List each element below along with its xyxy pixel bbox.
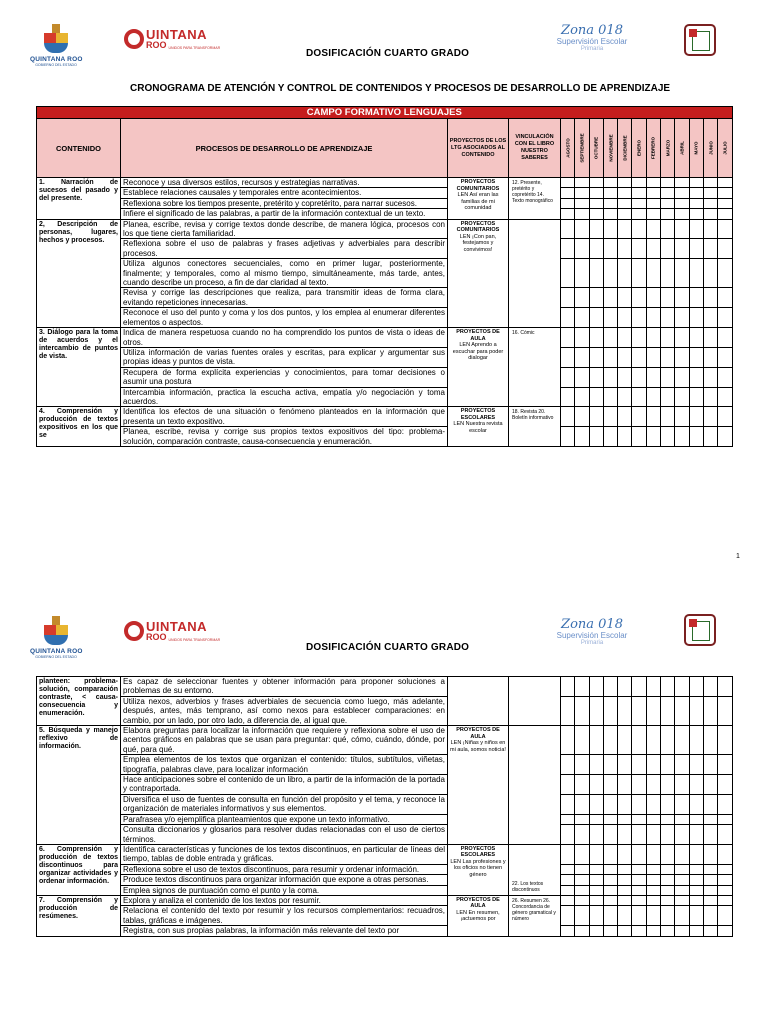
table-row xyxy=(37,895,733,905)
table-row xyxy=(37,814,733,824)
vinculacion-cell: 18. Revista 20. Boletín informativo xyxy=(509,407,561,447)
proyecto-type: PROYECTOS ESCOLARES xyxy=(460,408,496,421)
proceso-cell: Parafrasea y/o ejemplifica planteamientos que expone un texto informativo. xyxy=(121,814,448,824)
proyecto-cell xyxy=(448,219,509,327)
vinculacion-cell xyxy=(509,726,561,845)
proyecto-cell xyxy=(448,328,509,407)
proceso-cell: Intercambia información, practica la escucha activa, empatía y/o negociación y toma acuerdos. xyxy=(121,387,448,407)
coat-of-arms-icon xyxy=(41,616,71,646)
brand-word-2: ROO xyxy=(146,40,167,50)
vinculacion-cell xyxy=(509,219,561,327)
table-row xyxy=(37,288,733,308)
table-row xyxy=(37,775,733,795)
table-row xyxy=(37,308,733,328)
header-month: DICIEMBRE xyxy=(618,119,632,178)
table-row xyxy=(37,347,733,367)
header-month: ENERO xyxy=(632,119,646,178)
proceso-cell: Planea, escribe, revisa y corrige sus propios textos expositivos del tipo: problema-solución, comparación contraste, causa-consecuencia y enumeración. xyxy=(121,427,448,447)
table-row xyxy=(37,367,733,387)
brand-q-icon xyxy=(124,29,144,49)
proceso-cell: Diversifica el uso de fuentes de consulta en función del propósito y el tema, y reconoce la organización de materiales informativos y sus elementos. xyxy=(121,794,448,814)
dosificacion-table-page-1 xyxy=(36,106,733,447)
state-logo-subcaption: GOBIERNO DEL ESTADO xyxy=(35,655,77,659)
header-month: MAYO xyxy=(689,119,703,178)
document-title: DOSIFICACIÓN CUARTO GRADO xyxy=(306,48,470,59)
zona-line-1: Zona 018 xyxy=(561,617,623,632)
proyecto-type: PROYECTOS DE AULA xyxy=(456,896,500,910)
table-row xyxy=(37,209,733,219)
coat-of-arms-icon xyxy=(41,24,71,54)
vinculacion-cell: 12. Presente, pretérito y copretérito 14. Texto monográfico xyxy=(509,178,561,220)
contenido-cell: 5. Búsqueda y manejo reflexivo de información. xyxy=(37,726,121,845)
contenido-cell: 3. Diálogo para la toma de acuerdos y el intercambio de puntos de vista. xyxy=(37,328,121,407)
contenido-cell: 1. Narración de sucesos del pasado y del presente. xyxy=(37,178,121,220)
proceso-cell: Establece relaciones causales y temporales entre acontecimientos. xyxy=(121,188,448,198)
proceso-cell: Infiere el significado de las palabras, a partir de la información contextual de un texto. xyxy=(121,209,448,219)
state-logo xyxy=(30,24,82,67)
table-row xyxy=(37,387,733,407)
header-month: OCTUBRE xyxy=(589,119,603,178)
header-month: AGOSTO xyxy=(561,119,575,178)
contenido-cell: 6. Comprensión y producción de textos discontinuos para organizar actividades y ordenar información. xyxy=(37,844,121,895)
zona-line-3: Primaria xyxy=(580,46,604,52)
proceso-cell: Reconoce y usa diversos estilos, recursos y estrategias narrativas. xyxy=(121,178,448,188)
document-title: DOSIFICACIÓN CUARTO GRADO xyxy=(306,642,470,653)
brand-logo xyxy=(124,620,220,642)
header-month: SEPTIEMBRE xyxy=(575,119,589,178)
proceso-cell: Registra, con sus propias palabras, la información más relevante del texto por xyxy=(121,926,448,936)
state-logo xyxy=(30,616,82,659)
table-row xyxy=(37,906,733,926)
dosificacion-table-page-2 xyxy=(36,676,733,937)
proyecto-name: LEN Las profesiones y los oficios no tienen género xyxy=(450,858,506,878)
brand-word-2: ROO xyxy=(146,632,167,642)
table-row xyxy=(37,239,733,259)
brand-tagline: UNIDOS PARA TRANSFORMAR xyxy=(168,46,221,50)
header-month: NOVIEMBRE xyxy=(603,119,617,178)
table-row xyxy=(37,794,733,814)
proyecto-cell xyxy=(448,895,509,936)
proceso-cell: Reflexiona sobre el uso de palabras y frases adjetivas y adverbiales para describir procesos. xyxy=(121,239,448,259)
zona-logo xyxy=(552,24,632,53)
proceso-cell: Reflexiona sobre el uso de textos discontinuos, para resumir y ordenar información. xyxy=(121,864,448,874)
proceso-cell: Recupera de forma explícita experiencias y conocimientos, para tomar decisiones o asumir una postura xyxy=(121,367,448,387)
header-vinculacion: VINCULACIÓN CON EL LIBRO NUESTRO SABERES xyxy=(509,119,561,178)
proceso-cell: Planea, escribe, revisa y corrige textos donde describe, de manera lógica, procesos con los que tiene cierta familiaridad. xyxy=(121,219,448,239)
state-logo-caption: QUINTANA ROO xyxy=(30,648,83,655)
contenido-cell: 7. Comprensión y producción de resúmenes. xyxy=(37,895,121,936)
proyecto-cell xyxy=(448,726,509,845)
brand-word-1: UINTANA xyxy=(146,619,208,634)
table-row xyxy=(37,198,733,208)
brand-q-icon xyxy=(124,621,144,641)
proyecto-type: PROYECTOS COMUNITARIOS xyxy=(456,179,500,192)
proceso-cell: Revisa y corrige las descripciones que realiza, para transmitir ideas de forma clara, evitando repeticiones innecesarias. xyxy=(121,288,448,308)
proceso-cell: Utiliza algunos conectores secuenciales, como en primer lugar, posteriormente, finalmente; y temporales, como al mismo tiempo, simultáneamente, más tarde, antes, cuando describe un proceso, a fin de dar claridad al texto. xyxy=(121,259,448,288)
contenido-cell: planteen: problema-solución, comparación contraste, < causa-consecuencia y enumeración. xyxy=(37,677,121,726)
proyecto-cell xyxy=(448,844,509,895)
table-row xyxy=(37,188,733,198)
proceso-cell: Relaciona el contenido del texto por resumir y los recursos complementarios: recuadros, tablas, gráficas e imágenes. xyxy=(121,906,448,926)
table-row xyxy=(37,219,733,239)
brand-word-1: UINTANA xyxy=(146,27,208,42)
vinculacion-cell: 26. Resumen 26. Concordancia de género gramatical y número xyxy=(509,895,561,936)
proyecto-type: PROYECTOS ESCOLARES xyxy=(460,845,496,859)
header-proyectos: PROYECTOS DE LOS LTG ASOCIADOS AL CONTENIDO xyxy=(448,119,509,178)
contenido-cell: 4. Comprensión y producción de textos expositivos en los que se xyxy=(37,407,121,447)
proceso-cell: Identifica los efectos de una situación o fenómeno planteados en la información que presenta un texto expositivo. xyxy=(121,407,448,427)
proceso-cell: Produce textos discontinuos para organizar información que expone a otras personas. xyxy=(121,875,448,885)
table-row xyxy=(37,844,733,864)
proyecto-type: PROYECTOS DE AULA xyxy=(456,329,500,342)
proyecto-name: LEN Nuestra revista escolar xyxy=(453,421,503,434)
proceso-cell: Emplea elementos de los textos que organizan el contenido: títulos, subtítulos, viñetas, tipografía, palabras clave, para localizar información xyxy=(121,755,448,775)
proyecto-cell xyxy=(448,677,509,726)
brand-logo xyxy=(124,28,220,50)
table-row xyxy=(37,885,733,895)
zona-line-1: Zona 018 xyxy=(561,23,623,38)
proceso-cell: Es capaz de seleccionar fuentes y obtener información para proponer soluciones a problemas de su entorno. xyxy=(121,677,448,697)
proceso-cell: Elabora preguntas para localizar la información que requiere y reflexiona sobre el uso de acentos gráficos en palabras que se usan para preguntar: qué, cómo, cuándo, dónde, por qué, para qué. xyxy=(121,726,448,755)
proceso-cell: Emplea signos de puntuación como el punto y la coma. xyxy=(121,885,448,895)
proceso-cell: Reconoce el uso del punto y coma y los dos puntos, y los emplea al enumerar diferentes elementos o aspectos. xyxy=(121,308,448,328)
table-row xyxy=(37,427,733,447)
header-procesos: PROCESOS DE DESARROLLO DE APRENDIZAJE xyxy=(121,119,448,178)
header-contenido: CONTENIDO xyxy=(37,119,121,178)
header-month: FEBRERO xyxy=(646,119,660,178)
table-row xyxy=(37,755,733,775)
proceso-cell: Utiliza información de varias fuentes orales y escritas, para explicar y argumentar sus propias ideas y puntos de vista. xyxy=(121,347,448,367)
proyecto-type: PROYECTOS COMUNITARIOS xyxy=(456,220,500,234)
proyecto-name: LEN Aprendo a escuchar para poder dialogar xyxy=(452,342,504,362)
zona-line-3: Primaria xyxy=(580,640,604,646)
table-row xyxy=(37,328,733,348)
table-row xyxy=(37,696,733,725)
proyecto-name: LEN En resumen, ¡actuemos por xyxy=(456,909,500,923)
proceso-cell: Reflexiona sobre los tiempos presente, pretérito y copretérito, para narrar sucesos. xyxy=(121,198,448,208)
school-seal-icon xyxy=(684,24,716,56)
table-row xyxy=(37,677,733,697)
header-month: ABRIL xyxy=(675,119,689,178)
state-logo-subcaption: GOBIERNO DEL ESTADO xyxy=(35,63,77,67)
campo-formativo-header: CAMPO FORMATIVO LENGUAJES xyxy=(37,107,733,119)
zona-logo xyxy=(552,618,632,647)
table-row xyxy=(37,259,733,288)
subtitle: CRONOGRAMA DE ATENCIÓN Y CONTROL DE CONTENIDOS Y PROCESOS DE DESARROLLO DE APRENDIZAJE xyxy=(130,83,671,94)
proceso-cell: Utiliza nexos, adverbios y frases adverbiales de secuencia como luego, más adelante, después, antes, más temprano, así como nexos para establecer comparaciones: en cambio, por un lado, por otro lado, a diferencia de, al igual que. xyxy=(121,696,448,725)
proyecto-name: LEN Así eran las familias de mi comunidad xyxy=(457,192,499,211)
header-month: JULIO xyxy=(718,119,732,178)
page-number: 1 xyxy=(736,553,740,560)
proceso-cell: Indica de manera respetuosa cuando no ha comprendido los puntos de vista o ideas de otros. xyxy=(121,328,448,348)
proceso-cell: Hace anticipaciones sobre el contenido de un libro, a partir de la información de la portada y contraportada. xyxy=(121,775,448,795)
vinculacion-cell: 22. Los textos discontinuos xyxy=(509,844,561,895)
header-month: JUNIO xyxy=(703,119,717,178)
header-month: MARZO xyxy=(661,119,675,178)
proyecto-name: LEN ¡Niñas y niños en mi aula, somos noticia! xyxy=(450,740,506,753)
table-row xyxy=(37,926,733,936)
vinculacion-cell: 16. Cómic xyxy=(509,328,561,407)
table-row xyxy=(37,726,733,755)
table-row xyxy=(37,407,733,427)
zona-line-2: Supervisión Escolar xyxy=(556,37,628,46)
brand-tagline: UNIDOS PARA TRANSFORMAR xyxy=(168,638,221,642)
zona-line-2: Supervisión Escolar xyxy=(556,631,628,640)
proceso-cell: Explora y analiza el contenido de los textos por resumir. xyxy=(121,895,448,905)
table-row xyxy=(37,825,733,845)
table-row xyxy=(37,864,733,874)
proyecto-type: PROYECTOS DE AULA xyxy=(456,727,500,740)
vinculacion-cell xyxy=(509,677,561,726)
school-seal-icon xyxy=(684,614,716,646)
proyecto-cell xyxy=(448,178,509,220)
proceso-cell: Identifica características y funciones de los textos discontinuos, en particular de líneas del tiempo, tablas de doble entrada y gráficas. xyxy=(121,844,448,864)
table-row xyxy=(37,875,733,885)
table-row xyxy=(37,178,733,188)
contenido-cell: 2, Descripción de personas, lugares, hechos y procesos. xyxy=(37,219,121,327)
proceso-cell: Consulta diccionarios y glosarios para resolver dudas relacionadas con el uso de ciertos términos. xyxy=(121,825,448,845)
state-logo-caption: QUINTANA ROO xyxy=(30,56,83,63)
proyecto-name: LEN ¡Con pan, festejamos y convivimos! xyxy=(459,233,497,253)
proyecto-cell xyxy=(448,407,509,447)
